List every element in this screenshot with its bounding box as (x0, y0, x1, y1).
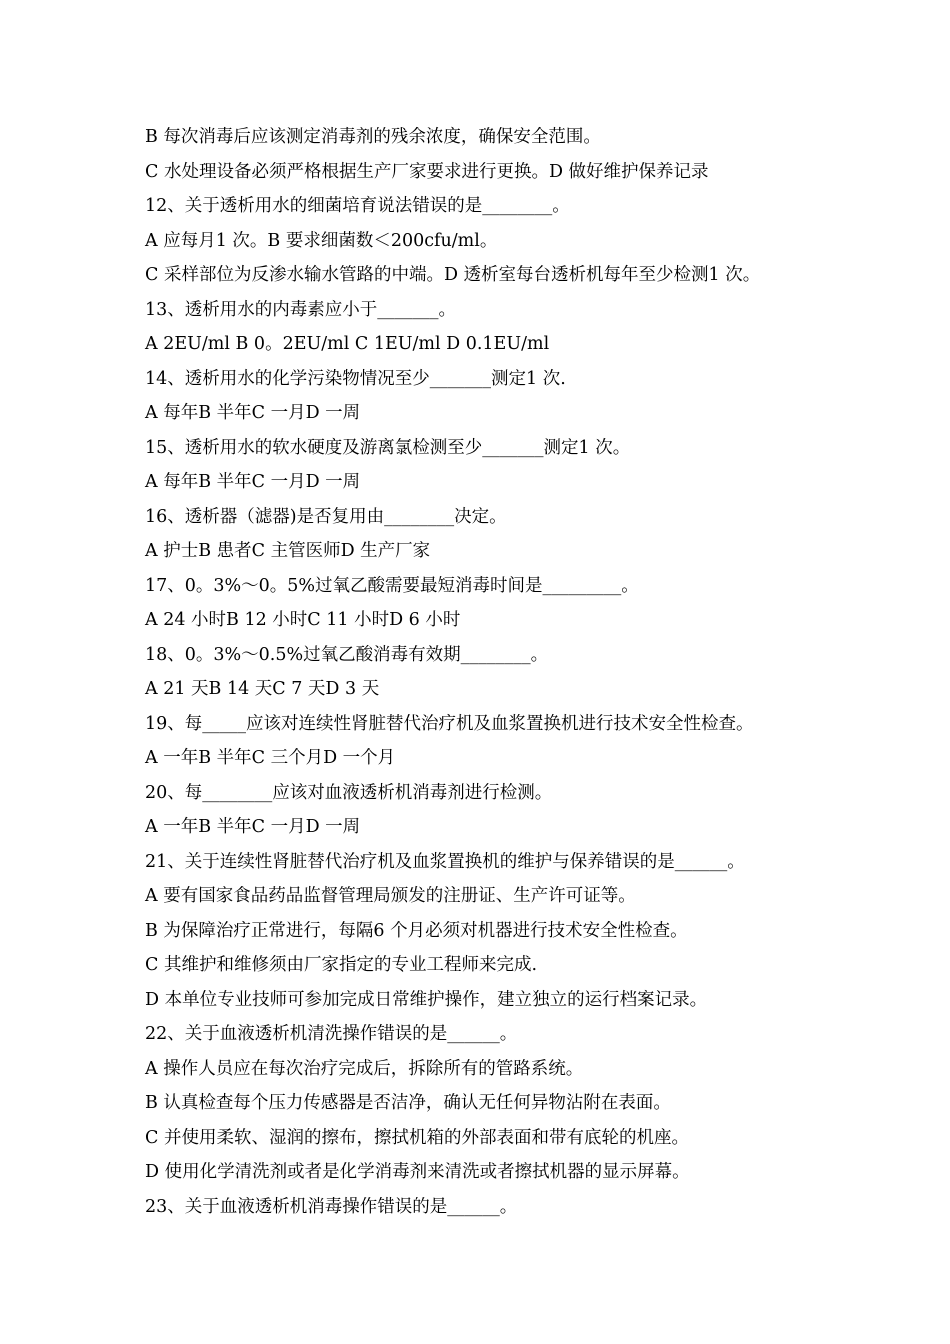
option-line: A 每年B 半年C 一月D 一周 (145, 403, 361, 423)
question-line: 12、关于透析用水的细菌培育说法错误的是________。 (145, 196, 570, 216)
option-line: B 认真检查每个压力传感器是否洁净，确认无任何异物沾附在表面。 (145, 1093, 671, 1113)
question-line: 13、透析用水的内毒素应小于_______。 (145, 299, 457, 320)
option-line: A 操作人员应在每次治疗完成后，拆除所有的管路系统。 (145, 1058, 584, 1079)
question-line: 17、0。3%～0。5%过氧乙酸需要最短消毒时间是_________。 (145, 575, 639, 596)
question-line: 19、每_____应该对连续性肾脏替代治疗机及血浆置换机进行技术安全性检查。 (145, 713, 754, 734)
question-line: 15、透析用水的软水硬度及游离氯检测至少_______测定1 次。 (145, 437, 631, 458)
text-line: B 每次消毒后应该测定消毒剂的残余浓度，确保安全范围。 (145, 127, 601, 147)
option-line: A 一年B 半年C 一月D 一周 (145, 817, 361, 837)
question-line: 22、关于血液透析机清洗操作错误的是______。 (145, 1024, 518, 1044)
option-line: A 应每月1 次。B 要求细菌数＜200cfu/ml。 (145, 230, 498, 251)
option-line: D 本单位专业技师可参加完成日常维护操作，建立独立的运行档案记录。 (145, 989, 708, 1010)
option-line: A 24 小时B 12 小时C 11 小时D 6 小时 (145, 610, 461, 630)
option-line: C 采样部位为反渗水输水管路的中端。D 透析室每台透析机每年至少检测1 次。 (145, 265, 761, 285)
option-line: A 护士B 患者C 主管医师D 生产厂家 (145, 541, 431, 561)
option-line: C 并使用柔软、湿润的擦布，擦拭机箱的外部表面和带有底轮的机座。 (145, 1127, 689, 1148)
option-line: A 每年B 半年C 一月D 一周 (145, 472, 361, 492)
text-line: C 水处理设备必须严格根据生产厂家要求进行更换。D 做好维护保养记录 (145, 161, 709, 182)
option-line: A 21 天B 14 天C 7 天D 3 天 (145, 679, 380, 699)
option-line: C 其维护和维修须由厂家指定的专业工程师来完成. (145, 955, 538, 975)
question-line: 14、透析用水的化学污染物情况至少_______测定1 次. (145, 368, 566, 389)
text-body (145, 120, 915, 1224)
option-line: D 使用化学清洗剂或者是化学消毒剂来清洗或者擦拭机器的显示屏幕。 (145, 1162, 690, 1182)
question-line: 18、0。3%～0.5%过氧乙酸消毒有效期________。 (145, 644, 549, 665)
option-line: B 为保障治疗正常进行，每隔6 个月必须对机器进行技术安全性检查。 (145, 920, 688, 941)
question-line: 23、关于血液透析机消毒操作错误的是______。 (145, 1196, 518, 1217)
question-line: 16、透析器（滤器)是否复用由________决定。 (145, 506, 507, 527)
question-line: 21、关于连续性肾脏替代治疗机及血浆置换机的维护与保养错误的是______。 (145, 851, 745, 872)
option-line: A 2EU/ml B 0。2EU/ml C 1EU/ml D 0.1EU/ml (145, 334, 550, 354)
option-line: A 要有国家食品药品监督管理局颁发的注册证、生产许可证等。 (145, 886, 636, 906)
option-line: A 一年B 半年C 三个月D 一个月 (145, 748, 396, 768)
question-line: 20、每________应该对血液透析机消毒剂进行检测。 (145, 782, 553, 803)
